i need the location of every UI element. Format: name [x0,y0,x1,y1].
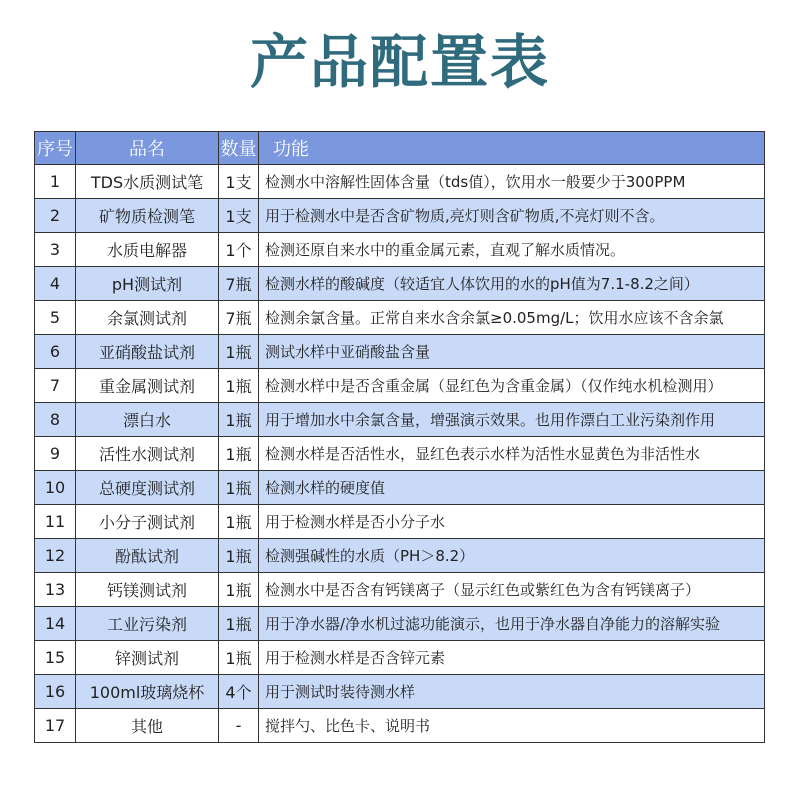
row-function: 检测水样的酸碱度（较适宜人体饮用的水的pH值为7.1-8.2之间） [259,267,765,301]
row-quantity: 7瓶 [219,301,259,335]
row-function: 用于检测水样是否小分子水 [259,505,765,539]
row-function: 用于检测水中是否含矿物质,亮灯则含矿物质,不亮灯则不含。 [259,199,765,233]
row-name: 亚硝酸盐试剂 [76,335,219,369]
row-number: 16 [35,675,76,709]
table-row [35,403,765,437]
row-number: 11 [35,505,76,539]
table-row [35,267,765,301]
row-number: 6 [35,335,76,369]
row-quantity: 1瓶 [219,641,259,675]
row-number: 10 [35,471,76,505]
row-number: 5 [35,301,76,335]
row-number: 13 [35,573,76,607]
row-quantity: 1瓶 [219,471,259,505]
table-header-row [35,132,765,165]
row-name: 锌测试剂 [76,641,219,675]
table-row [35,301,765,335]
table-row [35,641,765,675]
row-function: 检测还原自来水中的重金属元素，直观了解水质情况。 [259,233,765,267]
row-function: 用于检测水样是否含锌元素 [259,641,765,675]
row-name: 矿物质检测笔 [76,199,219,233]
row-number: 1 [35,165,76,199]
row-name: 其他 [76,709,219,743]
product-config-table [34,131,765,743]
page-title: 产品配置表 [249,28,550,96]
row-function: 检测水中溶解性固体含量（tds值），饮用水一般要少于300PPM [259,165,765,199]
row-function: 检测水中是否含有钙镁离子（显示红色或紫红色为含有钙镁离子） [259,573,765,607]
row-number: 9 [35,437,76,471]
row-quantity: 1瓶 [219,607,259,641]
row-quantity: 4个 [219,675,259,709]
table-row [35,233,765,267]
row-number: 8 [35,403,76,437]
row-quantity: 7瓶 [219,267,259,301]
header-qty: 数量 [219,132,259,165]
row-quantity: - [219,709,259,743]
row-quantity: 1瓶 [219,539,259,573]
row-function: 检测强碱性的水质（PH＞8.2） [259,539,765,573]
row-number: 2 [35,199,76,233]
row-name: TDS水质测试笔 [76,165,219,199]
row-quantity: 1支 [219,199,259,233]
table-row [35,573,765,607]
row-function: 检测水样是否活性水，显红色表示水样为活性水显黄色为非活性水 [259,437,765,471]
row-number: 4 [35,267,76,301]
header-function: 功能 [259,132,765,165]
table-row [35,539,765,573]
row-quantity: 1个 [219,233,259,267]
row-quantity: 1瓶 [219,335,259,369]
row-number: 15 [35,641,76,675]
row-function: 用于增加水中余氯含量，增强演示效果。也用作漂白工业污染剂作用 [259,403,765,437]
table-row [35,335,765,369]
row-function: 检测水样中是否含重金属（显红色为含重金属）（仅作纯水机检测用） [259,369,765,403]
row-quantity: 1瓶 [219,573,259,607]
row-function: 检测水样的硬度值 [259,471,765,505]
row-function: 搅拌勺、比色卡、说明书 [259,709,765,743]
row-function: 用于测试时装待测水样 [259,675,765,709]
row-name: 余氯测试剂 [76,301,219,335]
table-row [35,437,765,471]
table-row [35,607,765,641]
row-quantity: 1瓶 [219,437,259,471]
row-name: 总硬度测试剂 [76,471,219,505]
row-number: 7 [35,369,76,403]
row-quantity: 1支 [219,165,259,199]
table-row [35,709,765,743]
row-function: 检测余氯含量。正常自来水含余氯≥0.05mg/L；饮用水应该不含余氯 [259,301,765,335]
table-row [35,675,765,709]
row-name: 钙镁测试剂 [76,573,219,607]
row-name: 100ml玻璃烧杯 [76,675,219,709]
row-number: 3 [35,233,76,267]
row-quantity: 1瓶 [219,505,259,539]
row-quantity: 1瓶 [219,403,259,437]
table-row [35,369,765,403]
row-number: 12 [35,539,76,573]
row-name: 酚酞试剂 [76,539,219,573]
row-name: 活性水测试剂 [76,437,219,471]
table-row [35,165,765,199]
row-quantity: 1瓶 [219,369,259,403]
row-function: 测试水样中亚硝酸盐含量 [259,335,765,369]
row-name: pH测试剂 [76,267,219,301]
row-number: 14 [35,607,76,641]
row-name: 重金属测试剂 [76,369,219,403]
header-no: 序号 [35,132,76,165]
table-row [35,199,765,233]
row-number: 17 [35,709,76,743]
row-name: 小分子测试剂 [76,505,219,539]
table-row [35,505,765,539]
header-name: 品名 [76,132,219,165]
row-name: 漂白水 [76,403,219,437]
row-name: 工业污染剂 [76,607,219,641]
table-row [35,471,765,505]
row-function: 用于净水器/净水机过滤功能演示，也用于净水器自净能力的溶解实验 [259,607,765,641]
row-name: 水质电解器 [76,233,219,267]
